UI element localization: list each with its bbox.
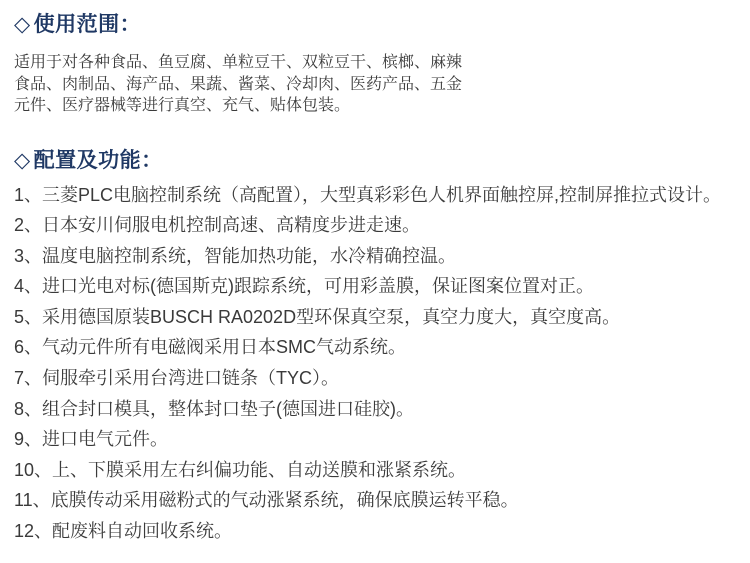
diamond-bullet-icon: ◇ [14,13,31,36]
config-list-item: 5、采用德国原装BUSCH RA0202D型环保真空泵，真空力度大，真空度高。 [14,306,621,327]
config-list-item: 8、组合封口模具，整体封口垫子(德国进口硅胶)。 [14,398,414,419]
config-heading-text: 配置及功能： [33,148,163,172]
config-heading [14,148,736,174]
usage-paragraph-line: 食品、肉制品、海产品、果蔬、酱菜、冷却肉、医药产品、五金 [14,75,463,93]
usage-paragraph-line: 适用于对各种食品、鱼豆腐、单粒豆干、双粒豆干、槟榔、麻辣 [14,54,463,71]
config-list-item: 11、底膜传动采用磁粉式的气动涨紧系统，确保底膜运转平稳。 [14,490,519,511]
config-list-item: 2、日本安川伺服电机控制高速、高精度步进走速。 [14,215,421,236]
config-list-item: 7、伺服牵引采用台湾进口链条（TYC）。 [14,368,340,389]
usage-heading-text: 使用范围： [33,13,142,36]
usage-heading [14,12,736,38]
config-list-item: 9、进口电气元件。 [14,429,169,450]
usage-paragraph-line: 元件、医疗器械等进行真空、充气、贴体包装。 [14,97,351,114]
usage-section [14,12,736,117]
config-list-item: 10、上、下膜采用左右纠偏功能、自动送膜和涨紧系统。 [14,459,467,480]
config-section [14,148,736,547]
config-list-item: 3、温度电脑控制系统，智能加热功能，水冷精确控温。 [14,245,457,266]
config-list-item: 4、进口光电对标(德国斯克)跟踪系统，可用彩盖膜，保证图案位置对正。 [14,276,594,297]
config-feature-list [14,180,736,547]
config-list-item: 6、气动元件所有电磁阀采用日本SMC气动系统。 [14,337,407,358]
config-list-item: 1、三菱PLC电脑控制系统（高配置），大型真彩彩色人机界面触控屏,控制屏推拉式设计。 [14,184,722,205]
usage-paragraph [14,52,736,117]
diamond-bullet-icon: ◇ [14,148,31,172]
config-list-item: 12、配废料自动回收系统。 [14,521,233,542]
